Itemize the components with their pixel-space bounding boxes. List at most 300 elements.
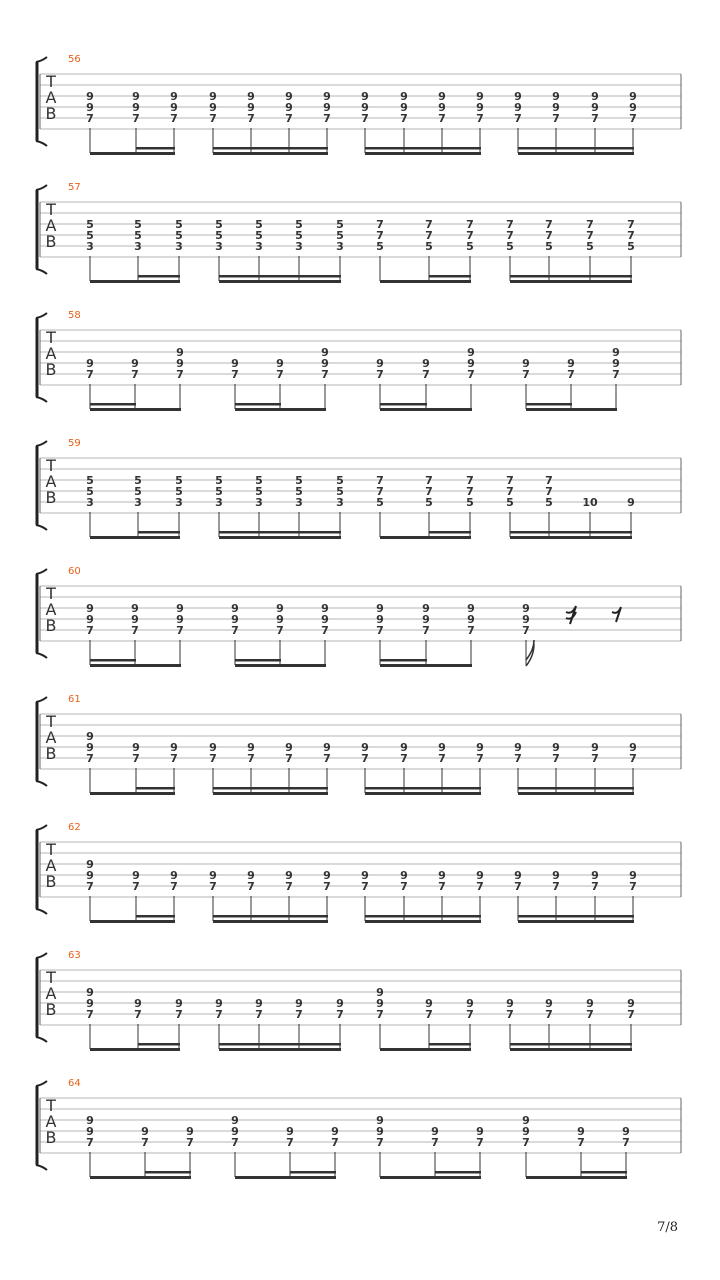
fret-number: 7 xyxy=(466,1008,474,1021)
fret-number: 9 xyxy=(209,741,217,754)
beam-primary xyxy=(510,1048,632,1051)
beam-primary xyxy=(510,536,632,539)
measure-number: 64 xyxy=(68,1078,81,1089)
fret-number: 9 xyxy=(400,90,408,103)
fret-number: 9 xyxy=(425,997,433,1010)
fret-number: 9 xyxy=(506,997,514,1010)
fret-number: 7 xyxy=(545,229,553,242)
beam-secondary xyxy=(290,1171,336,1174)
tab-chord xyxy=(466,218,474,281)
tab-chord xyxy=(276,357,284,409)
beam-secondary xyxy=(213,787,328,790)
fret-number: 3 xyxy=(295,496,303,509)
fret-number: 7 xyxy=(376,368,384,381)
tab-chord xyxy=(476,741,484,793)
fret-number: 7 xyxy=(86,368,94,381)
fret-number: 7 xyxy=(552,880,560,893)
fret-number: 7 xyxy=(86,112,94,125)
fret-number: 9 xyxy=(522,357,530,370)
fret-number: 9 xyxy=(276,357,284,370)
tab-chord xyxy=(134,997,142,1049)
tab-chord xyxy=(134,474,142,537)
page-number: 7/8 xyxy=(657,1220,678,1235)
fret-number: 7 xyxy=(467,368,475,381)
bracket-bottom-curl xyxy=(36,653,47,658)
tab-clef-letter: A xyxy=(45,216,57,235)
tab-chord xyxy=(567,357,575,409)
fret-number: 9 xyxy=(336,997,344,1010)
tab-chord xyxy=(361,90,369,153)
fret-number: 7 xyxy=(170,752,178,765)
fret-number: 7 xyxy=(331,1136,339,1149)
fret-number: 9 xyxy=(186,1125,194,1138)
fret-number: 9 xyxy=(209,869,217,882)
tab-chord xyxy=(591,741,599,793)
beam-secondary xyxy=(429,1043,471,1046)
beam-secondary xyxy=(219,275,341,278)
fret-number: 9 xyxy=(86,997,94,1010)
fret-number: 7 xyxy=(514,112,522,125)
fret-number: 5 xyxy=(425,240,433,253)
fret-number: 9 xyxy=(132,741,140,754)
tab-chord xyxy=(86,357,94,409)
beam-secondary xyxy=(136,787,175,790)
beam-primary xyxy=(380,1176,481,1179)
tab-chord xyxy=(231,1114,239,1177)
beam-secondary xyxy=(526,403,572,406)
tab-chord xyxy=(141,1125,149,1177)
fret-number: 9 xyxy=(376,613,384,626)
beam-primary xyxy=(90,920,175,923)
fret-number: 7 xyxy=(376,1008,384,1021)
fret-number: 9 xyxy=(255,997,263,1010)
fret-number: 9 xyxy=(476,90,484,103)
tab-chord xyxy=(627,496,635,537)
beam-primary xyxy=(213,152,328,155)
measure-number: 62 xyxy=(68,822,81,833)
tab-chord xyxy=(431,1125,439,1177)
fret-number: 5 xyxy=(175,474,183,487)
fret-number: 7 xyxy=(400,112,408,125)
fret-number: 7 xyxy=(545,474,553,487)
tab-chord xyxy=(514,741,522,793)
fret-number: 9 xyxy=(422,357,430,370)
beam-primary xyxy=(213,792,328,795)
tab-clef-letter: T xyxy=(46,712,56,731)
tab-chord xyxy=(438,90,446,153)
bracket-top-curl xyxy=(36,1081,47,1086)
tab-chord xyxy=(215,474,223,537)
tab-chord xyxy=(132,90,140,153)
tab-system xyxy=(36,182,681,283)
tab-chord xyxy=(176,602,184,665)
beam-primary xyxy=(380,280,471,283)
fret-number: 9 xyxy=(400,101,408,114)
fret-number: 9 xyxy=(86,357,94,370)
tab-chord xyxy=(376,1114,384,1177)
fret-number: 3 xyxy=(86,240,94,253)
tab-chord xyxy=(176,346,184,409)
fret-number: 9 xyxy=(361,741,369,754)
tab-chord xyxy=(295,218,303,281)
fret-number: 9 xyxy=(131,602,139,615)
tab-chord xyxy=(506,997,514,1049)
fret-number: 7 xyxy=(285,880,293,893)
beam-secondary xyxy=(136,915,175,918)
fret-number: 7 xyxy=(431,1136,439,1149)
sixteenth-flag xyxy=(526,640,534,666)
measure-number: 60 xyxy=(68,566,81,577)
fret-number: 7 xyxy=(629,880,637,893)
fret-number: 7 xyxy=(376,1136,384,1149)
fret-number: 9 xyxy=(467,602,475,615)
fret-number: 9 xyxy=(612,346,620,359)
fret-number: 9 xyxy=(231,357,239,370)
tab-chord xyxy=(422,357,430,409)
fret-number: 9 xyxy=(209,90,217,103)
fret-number: 7 xyxy=(545,218,553,231)
tab-chord xyxy=(522,1114,530,1177)
fret-number: 5 xyxy=(255,474,263,487)
fret-number: 9 xyxy=(361,101,369,114)
fret-number: 9 xyxy=(577,1125,585,1138)
tab-chord xyxy=(295,474,303,537)
fret-number: 9 xyxy=(321,357,329,370)
tab-chord xyxy=(321,602,329,665)
fret-number: 7 xyxy=(627,1008,635,1021)
measure-number: 57 xyxy=(68,182,81,193)
beam-primary xyxy=(90,536,180,539)
fret-number: 9 xyxy=(376,602,384,615)
fret-number: 9 xyxy=(323,90,331,103)
fret-number: 7 xyxy=(586,229,594,242)
fret-number: 9 xyxy=(591,101,599,114)
fret-number: 7 xyxy=(247,880,255,893)
fret-number: 9 xyxy=(134,997,142,1010)
fret-number: 7 xyxy=(629,112,637,125)
fret-number: 9 xyxy=(476,101,484,114)
fret-number: 9 xyxy=(514,741,522,754)
fret-number: 5 xyxy=(134,218,142,231)
fret-number: 9 xyxy=(231,613,239,626)
beam-secondary xyxy=(90,659,136,662)
tab-chord xyxy=(247,90,255,153)
fret-number: 7 xyxy=(425,485,433,498)
beam-secondary xyxy=(90,403,136,406)
tab-chord xyxy=(438,869,446,921)
fret-number: 9 xyxy=(247,101,255,114)
tab-chord xyxy=(285,90,293,153)
fret-number: 9 xyxy=(86,869,94,882)
fret-number: 7 xyxy=(514,880,522,893)
bracket-bottom-curl xyxy=(36,397,47,402)
fret-number: 5 xyxy=(425,496,433,509)
fret-number: 7 xyxy=(376,624,384,637)
fret-number: 5 xyxy=(215,485,223,498)
tab-chord xyxy=(629,90,637,153)
tab-chord xyxy=(86,858,94,921)
fret-number: 7 xyxy=(134,1008,142,1021)
tab-chord xyxy=(591,90,599,153)
fret-number: 7 xyxy=(132,752,140,765)
tab-chord xyxy=(86,1114,94,1177)
fret-number: 3 xyxy=(215,240,223,253)
fret-number: 9 xyxy=(400,869,408,882)
bracket-bottom-curl xyxy=(36,781,47,786)
tab-chord xyxy=(131,357,139,409)
fret-number: 3 xyxy=(175,240,183,253)
tab-clef-letter: B xyxy=(45,1128,57,1147)
tab-chord xyxy=(86,730,94,793)
fret-number: 7 xyxy=(231,1136,239,1149)
tab-clef-letter: A xyxy=(45,344,57,363)
fret-number: 7 xyxy=(425,229,433,242)
fret-number: 3 xyxy=(134,240,142,253)
fret-number: 5 xyxy=(336,474,344,487)
fret-number: 9 xyxy=(552,101,560,114)
beam-primary xyxy=(213,920,328,923)
fret-number: 9 xyxy=(331,1125,339,1138)
fret-number: 7 xyxy=(476,752,484,765)
fret-number: 9 xyxy=(86,1114,94,1127)
fret-number: 7 xyxy=(376,218,384,231)
tab-chord xyxy=(514,90,522,153)
fret-number: 5 xyxy=(376,240,384,253)
tab-clef-letter: T xyxy=(46,968,56,987)
fret-number: 9 xyxy=(545,997,553,1010)
fret-number: 9 xyxy=(276,602,284,615)
fret-number: 9 xyxy=(629,101,637,114)
fret-number: 7 xyxy=(466,229,474,242)
fret-number: 3 xyxy=(134,496,142,509)
fret-number: 7 xyxy=(176,368,184,381)
fret-number: 9 xyxy=(176,357,184,370)
tab-chord xyxy=(545,474,553,537)
fret-number: 7 xyxy=(506,485,514,498)
fret-number: 7 xyxy=(361,112,369,125)
fret-number: 7 xyxy=(522,1136,530,1149)
fret-number: 9 xyxy=(86,730,94,743)
fret-number: 7 xyxy=(86,1136,94,1149)
fret-number: 9 xyxy=(629,869,637,882)
tab-system xyxy=(36,438,681,539)
fret-number: 7 xyxy=(285,752,293,765)
fret-number: 7 xyxy=(422,368,430,381)
beam-secondary xyxy=(518,147,634,150)
measure-number: 63 xyxy=(68,950,81,961)
fret-number: 9 xyxy=(285,101,293,114)
tab-chord xyxy=(361,869,369,921)
fret-number: 9 xyxy=(176,602,184,615)
beam-primary xyxy=(510,280,632,283)
beam-primary xyxy=(235,664,326,667)
fret-number: 9 xyxy=(438,90,446,103)
fret-number: 7 xyxy=(506,218,514,231)
fret-number: 3 xyxy=(295,240,303,253)
tab-chord xyxy=(231,602,239,665)
fret-number: 7 xyxy=(376,229,384,242)
fret-number: 7 xyxy=(425,1008,433,1021)
tab-clef-letter: A xyxy=(45,1112,57,1131)
tab-chord xyxy=(286,1125,294,1177)
beam-secondary xyxy=(380,659,427,662)
beam-secondary xyxy=(138,531,180,534)
tab-chord xyxy=(255,474,263,537)
fret-number: 7 xyxy=(552,112,560,125)
fret-number: 7 xyxy=(186,1136,194,1149)
tab-clef-letter: A xyxy=(45,856,57,875)
fret-number: 7 xyxy=(627,218,635,231)
fret-number: 5 xyxy=(255,218,263,231)
fret-number: 9 xyxy=(431,1125,439,1138)
fret-number: 9 xyxy=(231,602,239,615)
bracket-top-curl xyxy=(36,569,47,574)
fret-number: 5 xyxy=(586,240,594,253)
fret-number: 5 xyxy=(86,218,94,231)
tab-chord xyxy=(86,90,94,153)
fret-number: 7 xyxy=(209,752,217,765)
tab-clef-letter: B xyxy=(45,744,57,763)
beam-primary xyxy=(365,152,481,155)
measure-number: 61 xyxy=(68,694,81,705)
fret-number: 7 xyxy=(86,1008,94,1021)
beam-primary xyxy=(90,1176,191,1179)
fret-number: 7 xyxy=(629,752,637,765)
fret-number: 9 xyxy=(622,1125,630,1138)
fret-number: 9 xyxy=(591,90,599,103)
fret-number: 3 xyxy=(255,240,263,253)
tab-clef-letter: T xyxy=(46,584,56,603)
fret-number: 3 xyxy=(215,496,223,509)
fret-number: 9 xyxy=(400,741,408,754)
fret-number: 7 xyxy=(425,218,433,231)
beam-secondary xyxy=(429,275,471,278)
fret-number: 9 xyxy=(629,90,637,103)
fret-number: 5 xyxy=(336,485,344,498)
beam-secondary xyxy=(510,531,632,534)
beam-primary xyxy=(518,920,634,923)
bracket-bottom-curl xyxy=(36,1165,47,1170)
tab-clef-letter: A xyxy=(45,88,57,107)
fret-number: 7 xyxy=(545,485,553,498)
tab-chord xyxy=(425,474,433,537)
beam-secondary xyxy=(136,147,175,150)
beam-primary xyxy=(90,664,181,667)
fret-number: 9 xyxy=(552,869,560,882)
fret-number: 9 xyxy=(86,101,94,114)
tab-system xyxy=(36,950,681,1051)
fret-number: 5 xyxy=(255,229,263,242)
tab-chord xyxy=(86,986,94,1049)
fret-number: 9 xyxy=(170,869,178,882)
bracket-top-curl xyxy=(36,953,47,958)
tab-chord xyxy=(175,218,183,281)
bracket-top-curl xyxy=(36,185,47,190)
tab-chord xyxy=(86,474,94,537)
fret-number: 7 xyxy=(336,1008,344,1021)
fret-number: 7 xyxy=(586,218,594,231)
fret-number: 7 xyxy=(522,368,530,381)
fret-number: 5 xyxy=(295,474,303,487)
fret-number: 7 xyxy=(591,112,599,125)
tab-chord xyxy=(361,741,369,793)
tab-chord xyxy=(376,986,384,1049)
fret-number: 7 xyxy=(422,624,430,637)
beam-secondary xyxy=(138,275,180,278)
tab-chord xyxy=(577,1125,585,1177)
tab-chord xyxy=(323,869,331,921)
tab-chord xyxy=(209,741,217,793)
fret-number: 7 xyxy=(361,880,369,893)
tab-clef-letter: B xyxy=(45,1000,57,1019)
fret-number: 7 xyxy=(215,1008,223,1021)
fret-number: 9 xyxy=(567,357,575,370)
fret-number: 7 xyxy=(467,624,475,637)
tab-chord xyxy=(552,869,560,921)
fret-number: 7 xyxy=(247,112,255,125)
fret-number: 7 xyxy=(285,112,293,125)
bracket-bottom-curl xyxy=(36,141,47,146)
fret-number: 7 xyxy=(425,474,433,487)
tab-chord xyxy=(323,741,331,793)
tab-chord xyxy=(522,357,530,409)
tab-chord xyxy=(336,218,344,281)
beam-secondary xyxy=(581,1171,627,1174)
fret-number: 9 xyxy=(209,101,217,114)
fret-number: 9 xyxy=(247,741,255,754)
tab-system xyxy=(36,310,681,411)
fret-number: 7 xyxy=(586,1008,594,1021)
beam-secondary xyxy=(435,1171,481,1174)
fret-number: 9 xyxy=(323,869,331,882)
tab-system xyxy=(36,54,681,155)
beam-primary xyxy=(90,152,175,155)
fret-number: 9 xyxy=(321,613,329,626)
fret-number: 3 xyxy=(336,240,344,253)
tab-chord xyxy=(552,90,560,153)
fret-number: 9 xyxy=(376,357,384,370)
measure-number: 59 xyxy=(68,438,81,449)
fret-number: 7 xyxy=(506,474,514,487)
fret-number: 9 xyxy=(627,997,635,1010)
tab-clef-letter: T xyxy=(46,456,56,475)
beam-primary xyxy=(90,408,181,411)
bracket-bottom-curl xyxy=(36,1037,47,1042)
fret-number: 7 xyxy=(438,112,446,125)
fret-number: 5 xyxy=(215,474,223,487)
fret-number: 7 xyxy=(170,112,178,125)
fret-number: 7 xyxy=(627,229,635,242)
tab-chord xyxy=(438,741,446,793)
tab-clef-letter: B xyxy=(45,232,57,251)
fret-number: 9 xyxy=(466,997,474,1010)
beam-secondary xyxy=(219,531,341,534)
fret-number: 9 xyxy=(376,1125,384,1138)
tab-chord xyxy=(467,602,475,665)
fret-number: 7 xyxy=(323,752,331,765)
tab-chord xyxy=(629,869,637,921)
tab-chord xyxy=(586,218,594,281)
tab-chord xyxy=(247,741,255,793)
bracket-top-curl xyxy=(36,57,47,62)
fret-number: 9 xyxy=(321,346,329,359)
tab-chord xyxy=(86,218,94,281)
fret-number: 7 xyxy=(400,880,408,893)
tab-chord xyxy=(466,474,474,537)
fret-number: 5 xyxy=(295,218,303,231)
fret-number: 9 xyxy=(522,1125,530,1138)
fret-number: 7 xyxy=(476,1136,484,1149)
